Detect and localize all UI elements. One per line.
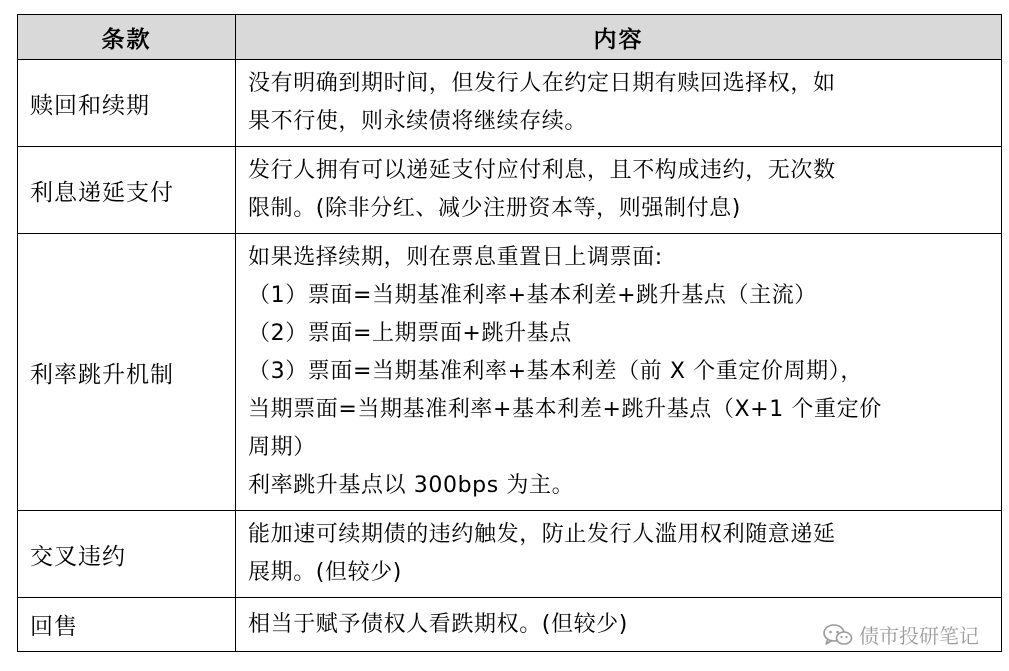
wechat-icon [823, 623, 853, 647]
content-line: 当期票面=当期基准利率+基本利差+跳升基点（X+1 个重定价 [248, 397, 882, 422]
content-cell [236, 511, 1002, 598]
content-line: （2）票面=上期票面+跳升基点 [248, 321, 572, 346]
content-line: （1）票面=当期基准利率+基本利差+跳升基点（主流） [248, 283, 817, 308]
content-line: 限制。(除非分红、减少注册资本等，则强制付息) [248, 196, 741, 221]
content-line: 周期） [248, 435, 316, 460]
column-header-term: 条款 [18, 15, 236, 60]
content-line: 没有明确到期时间，但发行人在约定日期有赎回选择权，如 [248, 71, 836, 96]
watermark [823, 620, 979, 649]
term-cell: 交叉违约 [18, 511, 236, 598]
content-cell [236, 147, 1002, 234]
content-line: （3）票面=当期基准利率+基本利差（前 X 个重定价周期）， [248, 359, 863, 384]
table-row [18, 234, 1002, 511]
content-line: 展期。(但较少) [248, 560, 402, 585]
table-row [18, 60, 1002, 147]
content-line: 如果选择续期，则在票息重置日上调票面: [248, 245, 663, 270]
content-line: 相当于赋予债权人看跌期权。(但较少) [248, 611, 628, 637]
content-cell [236, 234, 1002, 511]
column-header-content: 内容 [236, 15, 1002, 60]
content-line: 利率跳升基点以 300bps 为主。 [248, 473, 575, 498]
term-cell: 回售 [18, 598, 236, 652]
terms-table [17, 14, 1002, 652]
term-cell: 赎回和续期 [18, 60, 236, 147]
content-line: 发行人拥有可以递延支付应付利息，且不构成违约，无次数 [248, 158, 836, 183]
watermark-text: 债市投研笔记 [859, 624, 979, 648]
table-row [18, 511, 1002, 598]
content-line: 能加速可续期债的违约触发，防止发行人滥用权利随意递延 [248, 522, 836, 547]
term-cell: 利率跳升机制 [18, 234, 236, 511]
content-line: 果不行使，则永续债将继续存续。 [248, 109, 588, 134]
table-header-row [18, 15, 1002, 60]
content-cell [236, 60, 1002, 147]
term-cell: 利息递延支付 [18, 147, 236, 234]
table-row [18, 147, 1002, 234]
